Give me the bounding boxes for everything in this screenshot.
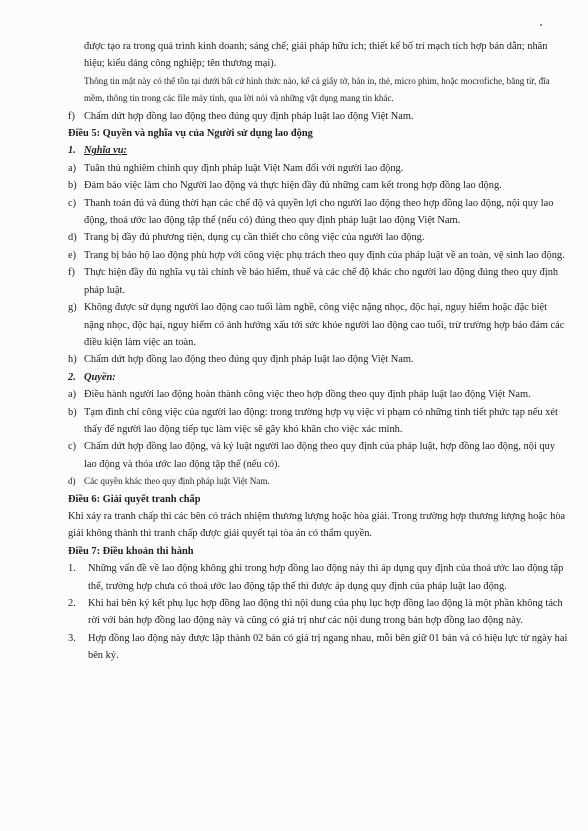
- list-item: [68, 160, 568, 177]
- item-label: 1.: [68, 563, 76, 575]
- item-label: a): [68, 162, 77, 174]
- list-item: [68, 299, 568, 351]
- item-text: Khi hai bên ký kết phụ lục hợp đồng lao động thì nội dung của phụ lục hợp đồng lao động là một phần không tách rời với bản hợp đồng lao động này và cũng có giá trị như các nội dung trong bản hợp đồng lao động này.: [88, 598, 563, 627]
- item-text: Điều hành người lao động hoàn thành công việc theo hợp đồng theo quy định pháp luật lao động Việt Nam.: [84, 389, 531, 401]
- list-item: [68, 229, 568, 246]
- list-item: [68, 386, 568, 403]
- item-label: f): [68, 110, 75, 122]
- item-text: Trang bị bảo hộ lao động phù hợp với công việc phụ trách theo quy định của pháp luật về an toàn, vệ sinh lao động.: [84, 249, 565, 261]
- item-label: d): [68, 232, 77, 244]
- item-text: Trang bị đầy đủ phương tiện, dụng cụ cần thiết cho công việc của người lao động.: [84, 232, 425, 244]
- list-item: [68, 630, 568, 665]
- article6-heading: Điều 6: Giải quyết tranh chấp: [68, 493, 201, 505]
- item-label: h): [68, 354, 77, 366]
- item-label: 3.: [68, 632, 76, 644]
- article7-list: [68, 560, 568, 664]
- item-label: b): [68, 180, 77, 192]
- list-item: [68, 404, 568, 439]
- rights-list: [68, 386, 568, 490]
- list-item: [68, 473, 568, 490]
- item-label: g): [68, 302, 77, 314]
- duties-subheading: [68, 142, 568, 159]
- item-text: Thanh toán đủ và đúng thời hạn các chế độ và quyền lợi cho người lao động theo hợp đồng lao động, nội quy lao động, thoả ước lao động tập thể (nếu có) đúng theo quy định pháp luật lao động Việt Nam.: [84, 197, 554, 227]
- item-text: Tạm đình chỉ công việc của người lao động: trong trường hợp vụ việc vi phạm có những tình tiết phức tạp nếu xét thấy để người lao động tiếp tục làm việc sẽ gây khó khăn cho việc xác minh.: [84, 406, 558, 435]
- list-item: [68, 177, 568, 194]
- scan-speck: [540, 24, 542, 26]
- list-item: [68, 595, 568, 630]
- list-item: [68, 195, 568, 230]
- item-text: Hợp đồng lao động này được lập thành 02 bản có giá trị ngang nhau, mỗi bên giữ 01 bản và có hiệu lực từ ngày hai bên ký.: [88, 632, 568, 662]
- document-body: [68, 38, 568, 665]
- item-text: Những vấn đề về lao động không ghi trong hợp đồng lao động này thì áp dụng quy định của thoả ước lao động tập thể, trường hợp chưa có thoả ước lao động tập thể thì được áp dụng quy định của pháp luật lao động.: [88, 563, 564, 592]
- list-item: [68, 108, 568, 125]
- item-text: Không được sử dụng người lao động cao tuổi làm nghề, công việc nặng nhọc, độc hại, nguy hiểm hoặc đặc biệt nặng nhọc, độc hại, nguy hiểm có ảnh hưởng xấu tới sức khỏe người lao động cao tuổi, trừ trường hợp bảo đảm các điều kiện làm việc an toàn.: [84, 302, 565, 348]
- confidential-info-forms: Thông tin mật này có thể tồn tại dưới bất cứ hình thức nào, kể cả giấy tờ, bản in, thẻ, micro phim, hoặc mocrofiche, băng từ, đĩa mềm, thông tin trong các file máy tính, qua lời nói và những vật dụng mang tin khác.: [84, 75, 550, 104]
- article5-heading: Điều 5: Quyền và nghĩa vụ của Người sử dụng lao động: [68, 128, 313, 140]
- item-label: 2.: [68, 598, 76, 609]
- item-label: b): [68, 406, 77, 418]
- item-text: Các quyền khác theo quy định pháp luật Việt Nam.: [84, 476, 270, 487]
- list-item: [68, 438, 568, 473]
- item-label: c): [68, 441, 77, 453]
- confidential-info-continuation: được tạo ra trong quá trình kinh doanh; sáng chế; giải pháp hữu ích; thiết kế bố trí mạch tích hợp bán dẫn; nhãn hiệu; kiểu dáng công nghiệp; tên thương mại).: [84, 41, 548, 70]
- item-text: Chấm dứt hợp đồng lao động theo đúng quy định pháp luật lao động Việt Nam.: [84, 110, 414, 122]
- article7-heading: Điều 7: Điều khoản thi hành: [68, 545, 194, 557]
- item-text: Tuân thủ nghiêm chỉnh quy định pháp luật Việt Nam đối với người lao động.: [84, 162, 404, 174]
- item-label: f): [68, 267, 75, 279]
- item-text: Chấm dứt hợp đồng lao động theo đúng quy định pháp luật lao động Việt Nam.: [84, 354, 414, 366]
- list-item: [68, 560, 568, 595]
- rights-subheading: [68, 369, 568, 386]
- list-item: [68, 264, 568, 299]
- subheading-title: Quyền:: [84, 371, 116, 383]
- item-label: d): [68, 476, 76, 487]
- item-label: c): [68, 197, 77, 209]
- item-text: Thực hiện đầy đủ nghĩa vụ tài chính về bảo hiểm, thuế và các chế độ khác cho người lao động đúng theo quy định pháp luật.: [84, 267, 559, 296]
- item-text: Đảm bảo việc làm cho Người lao động và thực hiện đầy đủ những cam kết trong hợp đồng lao động.: [84, 180, 502, 192]
- item-text: Chấm dứt hợp đồng lao động, và kỷ luật người lao động theo quy định của pháp luật, hợp đồng lao động, nội quy lao động và thỏa ước lao động tập thể (nếu có).: [84, 441, 556, 470]
- item-label: a): [68, 389, 77, 401]
- list-item: [68, 247, 568, 264]
- list-item: [68, 351, 568, 368]
- item-label: e): [68, 249, 77, 261]
- duties-list: [68, 160, 568, 369]
- article6-text: Khi xảy ra tranh chấp thì các bên có trách nhiệm thương lượng hoặc hòa giải. Trong trường hợp thương lượng hoặc hòa giải không thành thì tranh chấp được giải quyết tại tòa án có thẩm quyền.: [68, 510, 566, 540]
- subheading-number: 1.: [68, 145, 76, 157]
- subheading-number: 2.: [68, 371, 76, 383]
- subheading-title: Nghĩa vụ:: [84, 145, 128, 157]
